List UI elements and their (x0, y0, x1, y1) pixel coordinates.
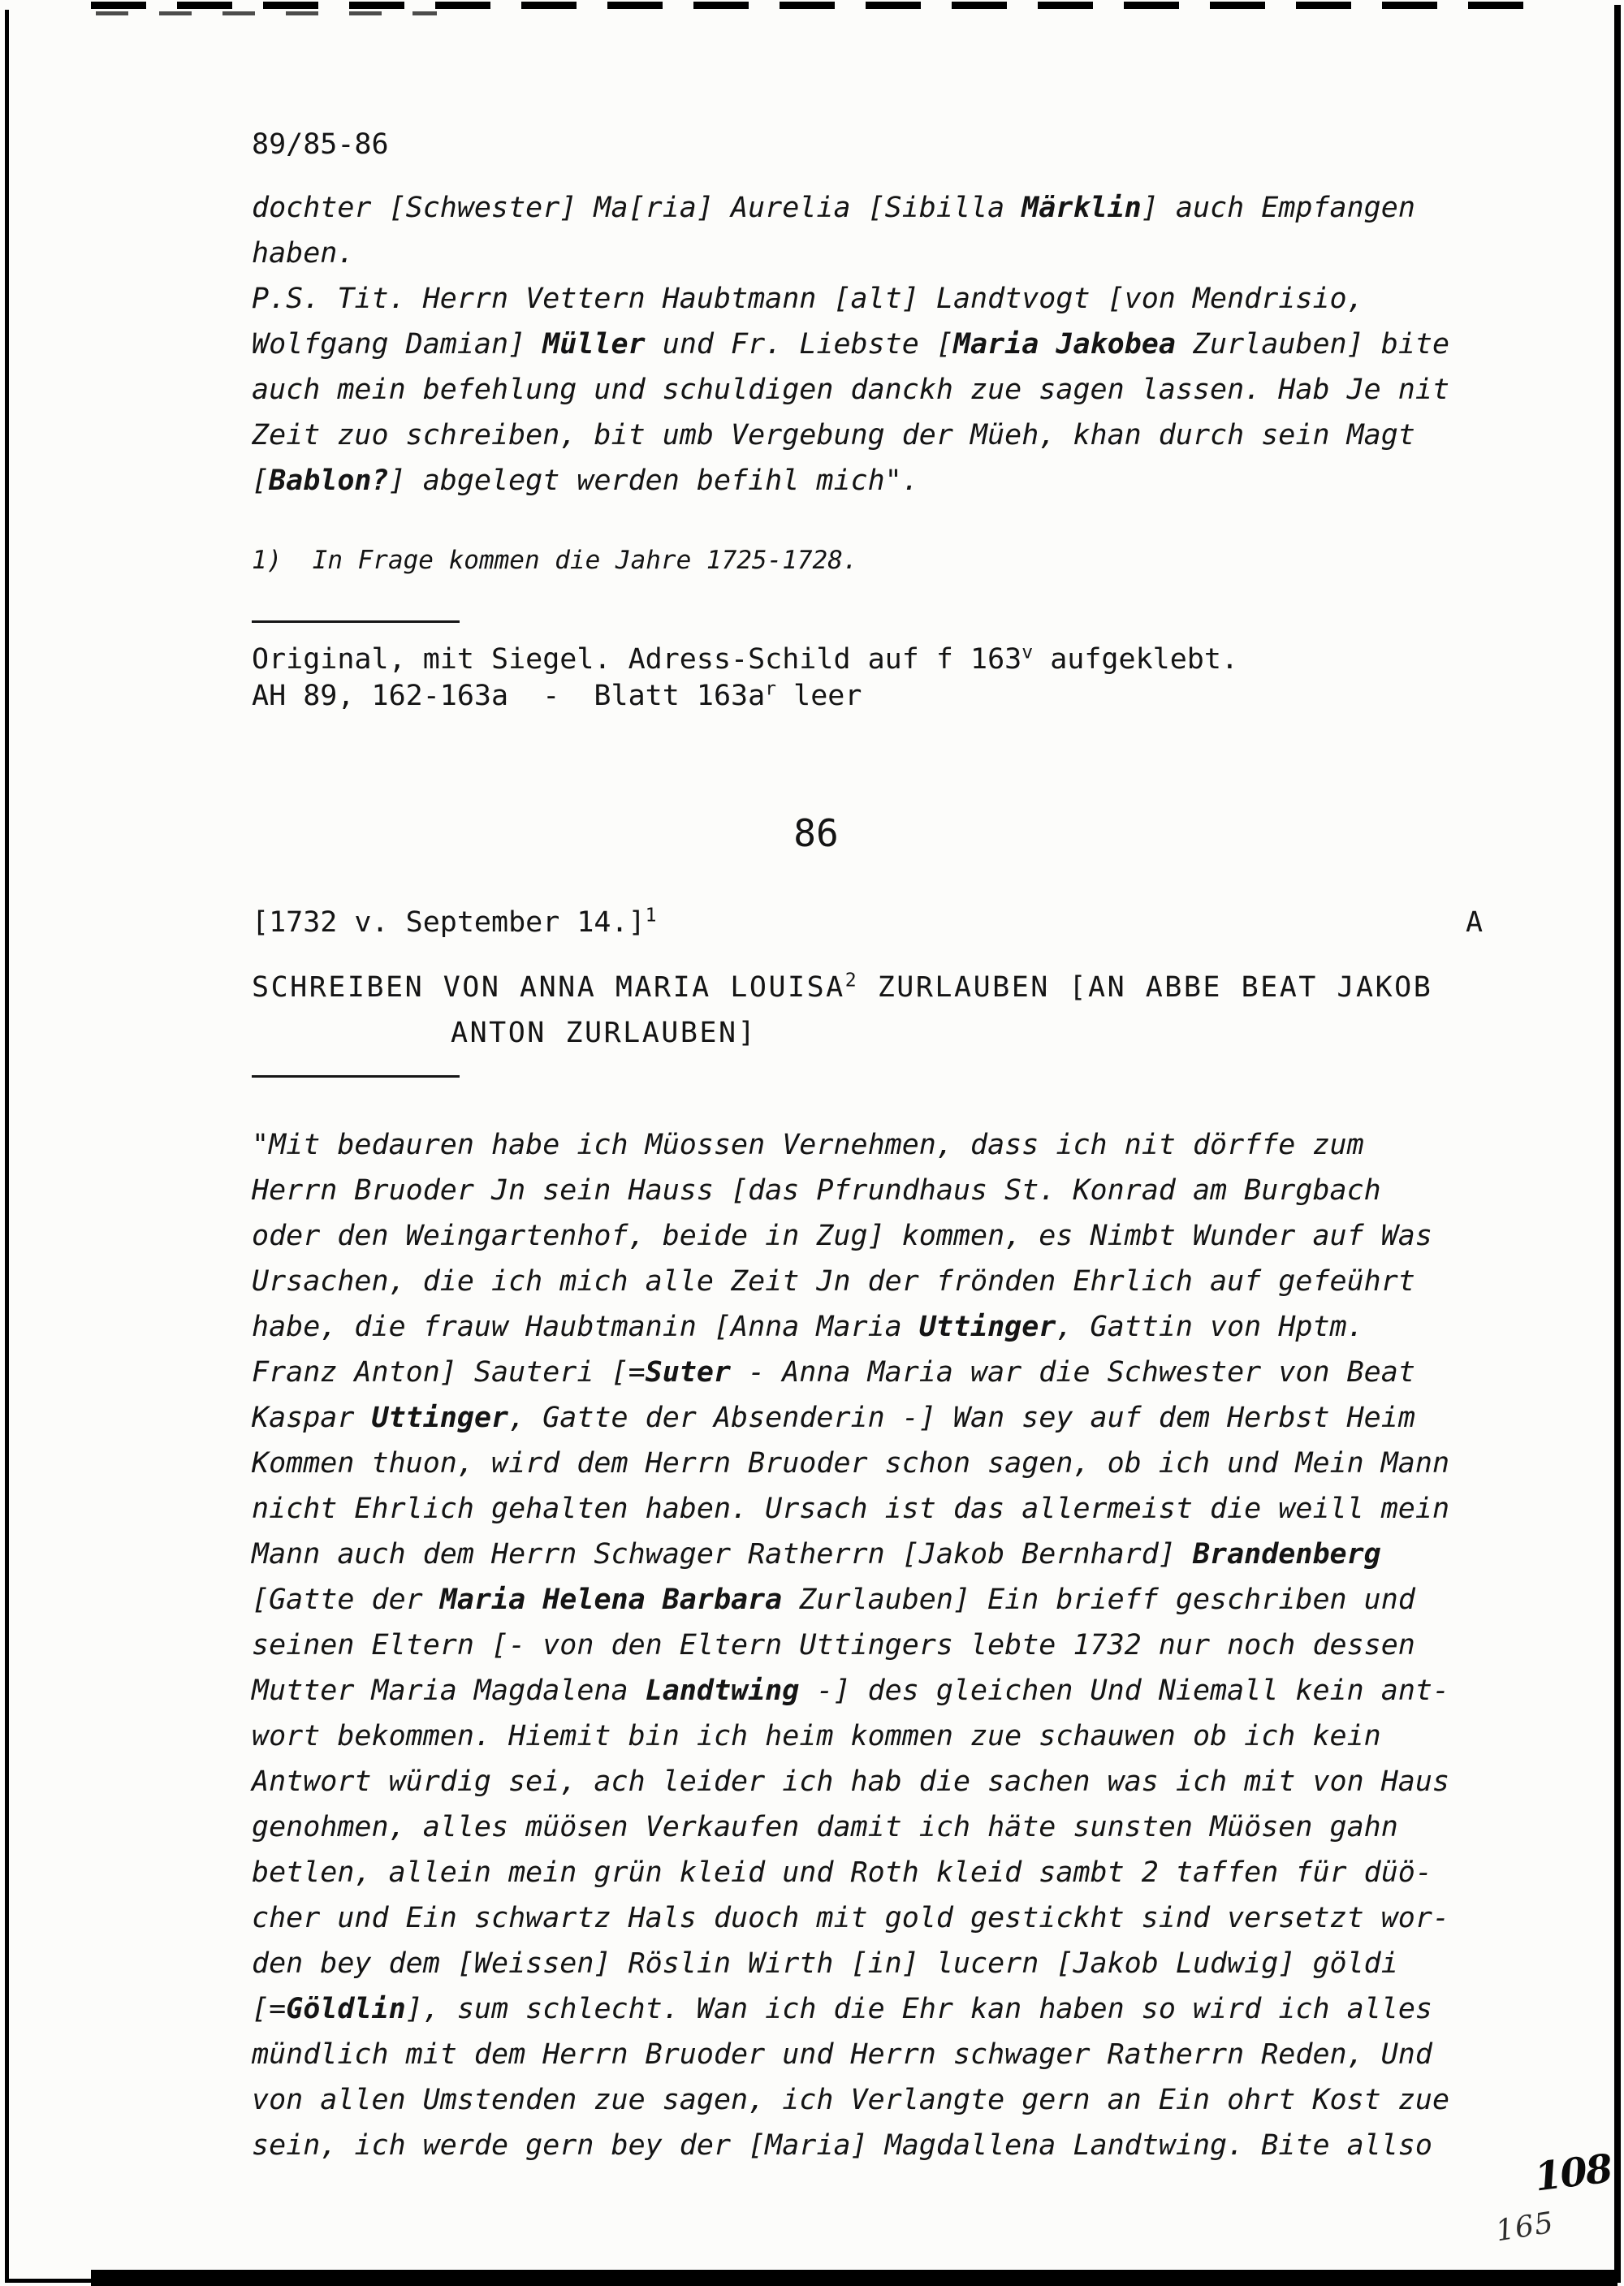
divider-rule (252, 1075, 460, 1078)
text-line: Ursachen, die ich mich alle Zeit Jn der frönden Ehrlich auf gefeührt (252, 1265, 1415, 1298)
text-line: [Bablon?] abgelegt werden befihl mich". (252, 465, 919, 497)
page-border-right (1614, 5, 1621, 2281)
text-line: von allen Umstenden zue sagen, ich Verlangte gern an Ein ohrt Kost zue (252, 2084, 1450, 2116)
page-header-number: 89/85-86 (252, 128, 389, 161)
text-line: SCHREIBEN VON ANNA MARIA LOUISA$^2$ ZURLAUBEN [AN ABBE BEAT JAKOB (252, 970, 1433, 1004)
text-line: Zeit zuo schreiben, bit umb Vergebung der Müeh, khan durch sein Magt (252, 419, 1415, 452)
handwritten-page-number: 108 (1531, 2146, 1614, 2201)
text-line: sein, ich werde gern bey der [Maria] Magdallena Landtwing. Bite allso (252, 2129, 1432, 2162)
text-line: [=Göldlin], sum schlecht. Wan ich die Ehr kan haben so wird ich alles (252, 1993, 1432, 2025)
handwritten-annotation: 165 (1493, 2206, 1557, 2249)
text-line: [1732 v. September 14.]$^1$ (252, 905, 657, 939)
entry-number: 86 (793, 811, 839, 855)
scan-artifact-top-dashes (91, 2, 1544, 9)
text-line: Mann auch dem Herrn Schwager Ratherrn [Jakob Bernhard] Brandenberg (252, 1538, 1381, 1571)
entry-date (252, 900, 1518, 945)
source-note (252, 642, 1518, 715)
text-line: haben. (252, 237, 355, 270)
letter-body (252, 1122, 1518, 2168)
marginal-letter: A (1466, 906, 1484, 939)
text-line: AH 89, 162-163a - Blatt $163a^r$ leer (252, 678, 862, 712)
entry-title (252, 965, 1518, 1056)
text-line: genohmen, alles müösen Verkaufen damit ich häte sunsten Müösen gahn (252, 1811, 1398, 1843)
text-line: Franz Anton] Sauteri [=Suter - Anna Maria war die Schwester von Beat (252, 1356, 1415, 1389)
text-line: Original, mit Siegel. Adress-Schild auf f 163$^v$ aufgeklebt. (252, 642, 1239, 676)
text-line: seinen Eltern [- von den Eltern Uttingers lebte 1732 nur noch dessen (252, 1629, 1415, 1662)
text-line: Kaspar Uttinger, Gatte der Absenderin -] Wan sey auf dem Herbst Heim (252, 1402, 1415, 1434)
text-line: ANTON ZURLAUBEN] (451, 1017, 758, 1049)
text-line: auch mein befehlung und schuldigen danckh zue sagen lassen. Hab Je nit (252, 374, 1450, 406)
text-line: Mutter Maria Magdalena Landtwing -] des gleichen Und Niemall kein ant- (252, 1675, 1450, 1707)
text-line: den bey dem [Weissen] Röslin Wirth [in] lucern [Jakob Ludwig] göldi (252, 1947, 1398, 1980)
text-line: wort bekommen. Hiemit bin ich heim kommen zue schauwen ob ich kein (252, 1720, 1381, 1752)
text-line: betlen, allein mein grün kleid und Roth kleid sambt 2 taffen für düö- (252, 1856, 1432, 1889)
text-line: cher und Ein schwartz Hals duoch mit gold gestickht sind versetzt wor- (252, 1902, 1450, 1934)
text-line: oder den Weingartenhof, beide in Zug] kommen, es Nimbt Wunder auf Was (252, 1220, 1432, 1252)
text-line: P.S. Tit. Herrn Vettern Haubtmann [alt] Landtvogt [von Mendrisio, (252, 283, 1364, 315)
page-border-left (5, 10, 9, 2280)
text-line: mündlich mit dem Herrn Bruoder und Herrn schwager Ratherrn Reden, Und (252, 2038, 1432, 2071)
text-line: Antwort würdig sei, ach leider ich hab die sachen was ich mit von Haus (252, 1765, 1450, 1798)
text-line: Wolfgang Damian] Müller und Fr. Liebste [Maria Jakobea Zurlauben] bite (252, 328, 1450, 361)
text-line: [Gatte der Maria Helena Barbara Zurlauben] Ein brieff geschriben und (252, 1584, 1415, 1616)
text-line: Kommen thuon, wird dem Herrn Bruoder schon sagen, ob ich und Mein Mann (252, 1447, 1450, 1480)
footnote: 1) In Frage kommen die Jahre 1725-1728. (252, 546, 858, 575)
text-line: dochter [Schwester] Ma[ria] Aurelia [Sibilla Märklin] auch Empfangen (252, 192, 1415, 224)
scan-artifact-bottom-bar (91, 2270, 1618, 2286)
letter-intro-paragraph (252, 185, 1518, 503)
text-line: nicht Ehrlich gehalten haben. Ursach ist das allermeist die weill mein (252, 1493, 1450, 1525)
divider-rule (252, 620, 460, 623)
scan-artifact-top-dashes-2 (96, 11, 437, 15)
text-line: "Mit bedauren habe ich Müossen Vernehmen, dass ich nit dörffe zum (252, 1129, 1364, 1161)
text-line: habe, die frauw Haubtmanin [Anna Maria Uttinger, Gattin von Hptm. (252, 1311, 1364, 1343)
text-line: Herrn Bruoder Jn sein Hauss [das Pfrundhaus St. Konrad am Burgbach (252, 1174, 1381, 1207)
